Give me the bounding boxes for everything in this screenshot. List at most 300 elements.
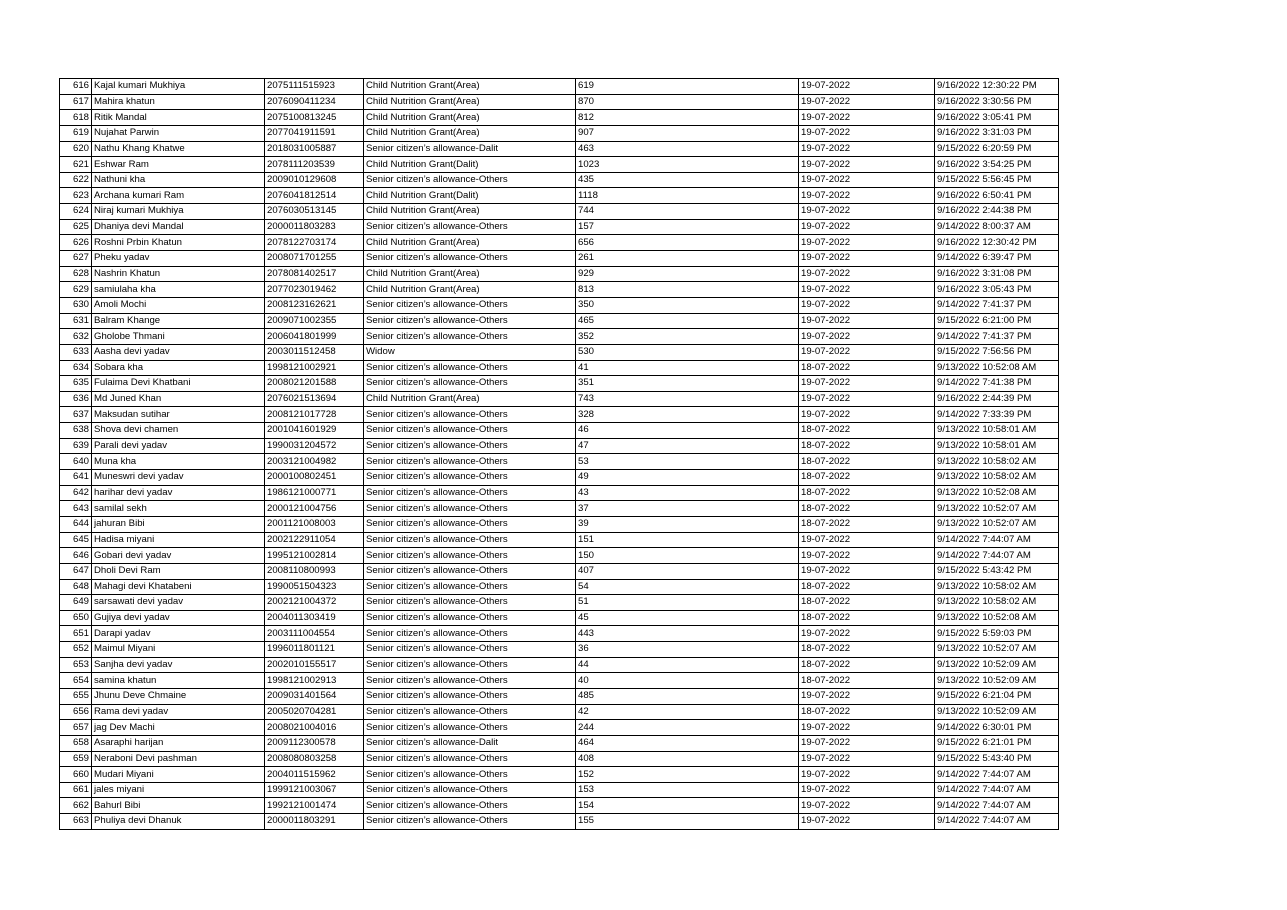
serial-number-cell: 646: [60, 548, 92, 564]
timestamp-cell: 9/13/2022 10:58:02 AM: [935, 454, 1059, 470]
allowance-type-cell: Senior citizen’s allowance-Others: [364, 767, 576, 783]
id-number-cell: 2077023019462: [265, 282, 364, 298]
name-cell: Maimul Miyani: [92, 642, 265, 658]
amount-cell: 153: [576, 782, 799, 798]
allowance-type-cell: Senior citizen’s allowance-Others: [364, 688, 576, 704]
id-number-cell: 2003011512458: [265, 344, 364, 360]
amount-cell: 813: [576, 282, 799, 298]
name-cell: Phuliya devi Dhanuk: [92, 814, 265, 830]
allowance-type-cell: Senior citizen’s allowance-Others: [364, 329, 576, 345]
timestamp-cell: 9/13/2022 10:52:09 AM: [935, 704, 1059, 720]
id-number-cell: 2076090411234: [265, 94, 364, 110]
date-cell: 19-07-2022: [799, 735, 935, 751]
table-row: [60, 548, 1059, 564]
serial-number-cell: 656: [60, 704, 92, 720]
timestamp-cell: 9/15/2022 7:56:56 PM: [935, 344, 1059, 360]
serial-number-cell: 653: [60, 657, 92, 673]
table-row: [60, 516, 1059, 532]
name-cell: sarsawati devi yadav: [92, 595, 265, 611]
allowance-type-cell: Senior citizen’s allowance-Others: [364, 251, 576, 267]
allowance-type-cell: Senior citizen’s allowance-Others: [364, 532, 576, 548]
table-row: [60, 704, 1059, 720]
table-row: [60, 563, 1059, 579]
serial-number-cell: 650: [60, 610, 92, 626]
table-row: [60, 376, 1059, 392]
date-cell: 18-07-2022: [799, 673, 935, 689]
allowance-type-cell: Senior citizen’s allowance-Others: [364, 798, 576, 814]
timestamp-cell: 9/13/2022 10:52:07 AM: [935, 516, 1059, 532]
timestamp-cell: 9/16/2022 3:05:43 PM: [935, 282, 1059, 298]
serial-number-cell: 618: [60, 110, 92, 126]
timestamp-cell: 9/14/2022 7:41:38 PM: [935, 376, 1059, 392]
id-number-cell: 2008123162621: [265, 297, 364, 313]
name-cell: Mahagi devi Khatabeni: [92, 579, 265, 595]
amount-cell: 408: [576, 751, 799, 767]
allowance-type-cell: Senior citizen’s allowance-Others: [364, 595, 576, 611]
timestamp-cell: 9/16/2022 3:30:56 PM: [935, 94, 1059, 110]
name-cell: Parali devi yadav: [92, 438, 265, 454]
name-cell: samina khatun: [92, 673, 265, 689]
table-row: [60, 720, 1059, 736]
table-row: [60, 423, 1059, 439]
name-cell: Mahira khatun: [92, 94, 265, 110]
serial-number-cell: 626: [60, 235, 92, 251]
table-row: [60, 125, 1059, 141]
allowance-type-cell: Child Nutrition Grant(Dalit): [364, 157, 576, 173]
timestamp-cell: 9/14/2022 8:00:37 AM: [935, 219, 1059, 235]
table-row: [60, 657, 1059, 673]
timestamp-cell: 9/14/2022 7:44:07 AM: [935, 548, 1059, 564]
amount-cell: 407: [576, 563, 799, 579]
timestamp-cell: 9/14/2022 7:41:37 PM: [935, 297, 1059, 313]
table-row: [60, 595, 1059, 611]
name-cell: Roshni Prbin Khatun: [92, 235, 265, 251]
timestamp-cell: 9/13/2022 10:52:09 AM: [935, 673, 1059, 689]
name-cell: Aasha devi yadav: [92, 344, 265, 360]
id-number-cell: 2009010129608: [265, 172, 364, 188]
table-row: [60, 626, 1059, 642]
amount-cell: 36: [576, 642, 799, 658]
date-cell: 19-07-2022: [799, 391, 935, 407]
serial-number-cell: 628: [60, 266, 92, 282]
id-number-cell: 2075111515923: [265, 79, 364, 95]
date-cell: 19-07-2022: [799, 407, 935, 423]
amount-cell: 53: [576, 454, 799, 470]
timestamp-cell: 9/13/2022 10:52:08 AM: [935, 610, 1059, 626]
name-cell: Neraboni Devi pashman: [92, 751, 265, 767]
amount-cell: 261: [576, 251, 799, 267]
timestamp-cell: 9/13/2022 10:58:01 AM: [935, 438, 1059, 454]
timestamp-cell: 9/16/2022 3:05:41 PM: [935, 110, 1059, 126]
table-row: [60, 172, 1059, 188]
timestamp-cell: 9/13/2022 10:52:07 AM: [935, 501, 1059, 517]
name-cell: Nashrin Khatun: [92, 266, 265, 282]
id-number-cell: 2000100802451: [265, 470, 364, 486]
id-number-cell: 1995121002814: [265, 548, 364, 564]
allowance-type-cell: Child Nutrition Grant(Area): [364, 94, 576, 110]
name-cell: Bahurl Bibi: [92, 798, 265, 814]
amount-cell: 929: [576, 266, 799, 282]
date-cell: 19-07-2022: [799, 110, 935, 126]
allowance-type-cell: Senior citizen’s allowance-Others: [364, 642, 576, 658]
date-cell: 19-07-2022: [799, 782, 935, 798]
date-cell: 18-07-2022: [799, 470, 935, 486]
serial-number-cell: 660: [60, 767, 92, 783]
serial-number-cell: 632: [60, 329, 92, 345]
timestamp-cell: 9/13/2022 10:58:02 AM: [935, 595, 1059, 611]
date-cell: 19-07-2022: [799, 563, 935, 579]
timestamp-cell: 9/14/2022 7:44:07 AM: [935, 798, 1059, 814]
amount-cell: 443: [576, 626, 799, 642]
id-number-cell: 2075100813245: [265, 110, 364, 126]
id-number-cell: 2078081402517: [265, 266, 364, 282]
name-cell: Rama devi yadav: [92, 704, 265, 720]
date-cell: 19-07-2022: [799, 626, 935, 642]
timestamp-cell: 9/14/2022 7:44:07 AM: [935, 814, 1059, 830]
name-cell: Gobari devi yadav: [92, 548, 265, 564]
date-cell: 18-07-2022: [799, 595, 935, 611]
date-cell: 19-07-2022: [799, 751, 935, 767]
allowance-type-cell: Senior citizen’s allowance-Others: [364, 485, 576, 501]
table-body: [60, 79, 1059, 830]
serial-number-cell: 621: [60, 157, 92, 173]
serial-number-cell: 659: [60, 751, 92, 767]
allowance-type-cell: Senior citizen’s allowance-Others: [364, 720, 576, 736]
allowance-type-cell: Widow: [364, 344, 576, 360]
id-number-cell: 1990051504323: [265, 579, 364, 595]
name-cell: Eshwar Ram: [92, 157, 265, 173]
beneficiary-table: [59, 78, 1059, 830]
allowance-type-cell: Child Nutrition Grant(Area): [364, 204, 576, 220]
table-row: [60, 110, 1059, 126]
amount-cell: 351: [576, 376, 799, 392]
name-cell: Hadisa miyani: [92, 532, 265, 548]
id-number-cell: 2008110800993: [265, 563, 364, 579]
serial-number-cell: 643: [60, 501, 92, 517]
name-cell: Mudari Miyani: [92, 767, 265, 783]
timestamp-cell: 9/15/2022 5:56:45 PM: [935, 172, 1059, 188]
date-cell: 18-07-2022: [799, 516, 935, 532]
serial-number-cell: 616: [60, 79, 92, 95]
timestamp-cell: 9/13/2022 10:52:09 AM: [935, 657, 1059, 673]
timestamp-cell: 9/16/2022 3:31:03 PM: [935, 125, 1059, 141]
id-number-cell: 2078122703174: [265, 235, 364, 251]
allowance-type-cell: Senior citizen’s allowance-Dalit: [364, 141, 576, 157]
timestamp-cell: 9/14/2022 7:33:39 PM: [935, 407, 1059, 423]
date-cell: 19-07-2022: [799, 344, 935, 360]
date-cell: 19-07-2022: [799, 329, 935, 345]
date-cell: 18-07-2022: [799, 610, 935, 626]
timestamp-cell: 9/15/2022 6:21:00 PM: [935, 313, 1059, 329]
amount-cell: 464: [576, 735, 799, 751]
name-cell: Gujiya devi yadav: [92, 610, 265, 626]
timestamp-cell: 9/13/2022 10:52:08 AM: [935, 485, 1059, 501]
table-row: [60, 157, 1059, 173]
serial-number-cell: 648: [60, 579, 92, 595]
amount-cell: 244: [576, 720, 799, 736]
serial-number-cell: 624: [60, 204, 92, 220]
name-cell: Muneswri devi yadav: [92, 470, 265, 486]
date-cell: 19-07-2022: [799, 282, 935, 298]
allowance-type-cell: Senior citizen’s allowance-Others: [364, 563, 576, 579]
serial-number-cell: 633: [60, 344, 92, 360]
serial-number-cell: 617: [60, 94, 92, 110]
serial-number-cell: 642: [60, 485, 92, 501]
amount-cell: 45: [576, 610, 799, 626]
amount-cell: 40: [576, 673, 799, 689]
serial-number-cell: 639: [60, 438, 92, 454]
table-row: [60, 188, 1059, 204]
id-number-cell: 1992121001474: [265, 798, 364, 814]
allowance-type-cell: Senior citizen’s allowance-Others: [364, 376, 576, 392]
table-row: [60, 470, 1059, 486]
amount-cell: 150: [576, 548, 799, 564]
serial-number-cell: 645: [60, 532, 92, 548]
allowance-type-cell: Senior citizen’s allowance-Others: [364, 657, 576, 673]
amount-cell: 151: [576, 532, 799, 548]
id-number-cell: 2000011803291: [265, 814, 364, 830]
id-number-cell: 2002122911054: [265, 532, 364, 548]
timestamp-cell: 9/16/2022 3:31:08 PM: [935, 266, 1059, 282]
timestamp-cell: 9/13/2022 10:52:07 AM: [935, 642, 1059, 658]
id-number-cell: 2009112300578: [265, 735, 364, 751]
allowance-type-cell: Senior citizen’s allowance-Others: [364, 579, 576, 595]
id-number-cell: 2008021004016: [265, 720, 364, 736]
id-number-cell: 2076030513145: [265, 204, 364, 220]
amount-cell: 907: [576, 125, 799, 141]
table-row: [60, 642, 1059, 658]
amount-cell: 485: [576, 688, 799, 704]
name-cell: samiulaha kha: [92, 282, 265, 298]
allowance-type-cell: Senior citizen’s allowance-Others: [364, 360, 576, 376]
date-cell: 19-07-2022: [799, 94, 935, 110]
timestamp-cell: 9/15/2022 5:43:42 PM: [935, 563, 1059, 579]
table-row: [60, 79, 1059, 95]
amount-cell: 743: [576, 391, 799, 407]
table-row: [60, 235, 1059, 251]
id-number-cell: 2008121017728: [265, 407, 364, 423]
table-row: [60, 782, 1059, 798]
allowance-type-cell: Senior citizen’s allowance-Others: [364, 626, 576, 642]
timestamp-cell: 9/13/2022 10:58:02 AM: [935, 579, 1059, 595]
date-cell: 18-07-2022: [799, 657, 935, 673]
date-cell: 19-07-2022: [799, 297, 935, 313]
serial-number-cell: 655: [60, 688, 92, 704]
name-cell: Nathuni kha: [92, 172, 265, 188]
id-number-cell: 2008080803258: [265, 751, 364, 767]
name-cell: Gholobe Thmani: [92, 329, 265, 345]
amount-cell: 37: [576, 501, 799, 517]
serial-number-cell: 620: [60, 141, 92, 157]
allowance-type-cell: Child Nutrition Grant(Dalit): [364, 188, 576, 204]
table-row: [60, 814, 1059, 830]
allowance-type-cell: Senior citizen’s allowance-Others: [364, 219, 576, 235]
table-row: [60, 610, 1059, 626]
id-number-cell: 1986121000771: [265, 485, 364, 501]
date-cell: 18-07-2022: [799, 642, 935, 658]
serial-number-cell: 649: [60, 595, 92, 611]
name-cell: harihar devi yadav: [92, 485, 265, 501]
amount-cell: 1118: [576, 188, 799, 204]
id-number-cell: 1999121003067: [265, 782, 364, 798]
allowance-type-cell: Senior citizen’s allowance-Others: [364, 423, 576, 439]
id-number-cell: 1996011801121: [265, 642, 364, 658]
date-cell: 19-07-2022: [799, 266, 935, 282]
id-number-cell: 2009031401564: [265, 688, 364, 704]
id-number-cell: 2002010155517: [265, 657, 364, 673]
name-cell: jales miyani: [92, 782, 265, 798]
serial-number-cell: 652: [60, 642, 92, 658]
name-cell: Muna kha: [92, 454, 265, 470]
date-cell: 18-07-2022: [799, 438, 935, 454]
serial-number-cell: 627: [60, 251, 92, 267]
amount-cell: 54: [576, 579, 799, 595]
allowance-type-cell: Child Nutrition Grant(Area): [364, 235, 576, 251]
serial-number-cell: 622: [60, 172, 92, 188]
name-cell: Sobara kha: [92, 360, 265, 376]
table-row: [60, 735, 1059, 751]
allowance-type-cell: Senior citizen’s allowance-Others: [364, 297, 576, 313]
amount-cell: 812: [576, 110, 799, 126]
date-cell: 19-07-2022: [799, 219, 935, 235]
name-cell: jahuran Bibi: [92, 516, 265, 532]
id-number-cell: 2000011803283: [265, 219, 364, 235]
id-number-cell: 2076041812514: [265, 188, 364, 204]
allowance-type-cell: Senior citizen’s allowance-Others: [364, 454, 576, 470]
id-number-cell: 2078111203539: [265, 157, 364, 173]
id-number-cell: 2003111004554: [265, 626, 364, 642]
serial-number-cell: 630: [60, 297, 92, 313]
id-number-cell: 2004011303419: [265, 610, 364, 626]
table-row: [60, 688, 1059, 704]
table-row: [60, 219, 1059, 235]
serial-number-cell: 625: [60, 219, 92, 235]
id-number-cell: 2005020704281: [265, 704, 364, 720]
timestamp-cell: 9/16/2022 3:54:25 PM: [935, 157, 1059, 173]
table-row: [60, 438, 1059, 454]
table-row: [60, 204, 1059, 220]
name-cell: Ritik Mandal: [92, 110, 265, 126]
allowance-type-cell: Senior citizen’s allowance-Others: [364, 501, 576, 517]
allowance-type-cell: Senior citizen’s allowance-Others: [364, 673, 576, 689]
timestamp-cell: 9/13/2022 10:52:08 AM: [935, 360, 1059, 376]
serial-number-cell: 657: [60, 720, 92, 736]
timestamp-cell: 9/13/2022 10:58:01 AM: [935, 423, 1059, 439]
amount-cell: 744: [576, 204, 799, 220]
name-cell: Jhunu Deve Chmaine: [92, 688, 265, 704]
id-number-cell: 2008021201588: [265, 376, 364, 392]
table-row: [60, 673, 1059, 689]
allowance-type-cell: Senior citizen’s allowance-Others: [364, 704, 576, 720]
table-row: [60, 454, 1059, 470]
timestamp-cell: 9/15/2022 6:21:04 PM: [935, 688, 1059, 704]
date-cell: 19-07-2022: [799, 157, 935, 173]
table-row: [60, 251, 1059, 267]
amount-cell: 152: [576, 767, 799, 783]
allowance-type-cell: Senior citizen’s allowance-Others: [364, 470, 576, 486]
id-number-cell: 2076021513694: [265, 391, 364, 407]
name-cell: Amoli Mochi: [92, 297, 265, 313]
date-cell: 19-07-2022: [799, 548, 935, 564]
allowance-type-cell: Child Nutrition Grant(Area): [364, 79, 576, 95]
timestamp-cell: 9/16/2022 12:30:22 PM: [935, 79, 1059, 95]
date-cell: 19-07-2022: [799, 188, 935, 204]
serial-number-cell: 640: [60, 454, 92, 470]
serial-number-cell: 662: [60, 798, 92, 814]
name-cell: Fulaima Devi Khatbani: [92, 376, 265, 392]
date-cell: 19-07-2022: [799, 798, 935, 814]
table-row: [60, 798, 1059, 814]
allowance-type-cell: Child Nutrition Grant(Area): [364, 110, 576, 126]
date-cell: 19-07-2022: [799, 767, 935, 783]
date-cell: 19-07-2022: [799, 313, 935, 329]
allowance-type-cell: Senior citizen’s allowance-Others: [364, 751, 576, 767]
id-number-cell: 2002121004372: [265, 595, 364, 611]
name-cell: Darapi yadav: [92, 626, 265, 642]
amount-cell: 465: [576, 313, 799, 329]
id-number-cell: 2009071002355: [265, 313, 364, 329]
amount-cell: 619: [576, 79, 799, 95]
amount-cell: 435: [576, 172, 799, 188]
serial-number-cell: 619: [60, 125, 92, 141]
date-cell: 19-07-2022: [799, 172, 935, 188]
name-cell: Pheku yadav: [92, 251, 265, 267]
allowance-type-cell: Senior citizen’s allowance-Others: [364, 407, 576, 423]
table-row: [60, 313, 1059, 329]
id-number-cell: 2077041911591: [265, 125, 364, 141]
date-cell: 19-07-2022: [799, 79, 935, 95]
serial-number-cell: 631: [60, 313, 92, 329]
amount-cell: 47: [576, 438, 799, 454]
amount-cell: 41: [576, 360, 799, 376]
name-cell: Sanjha devi yadav: [92, 657, 265, 673]
id-number-cell: 1998121002913: [265, 673, 364, 689]
date-cell: 19-07-2022: [799, 532, 935, 548]
serial-number-cell: 636: [60, 391, 92, 407]
table-row: [60, 767, 1059, 783]
allowance-type-cell: Senior citizen’s allowance-Others: [364, 313, 576, 329]
date-cell: 19-07-2022: [799, 814, 935, 830]
amount-cell: 350: [576, 297, 799, 313]
timestamp-cell: 9/14/2022 7:44:07 AM: [935, 532, 1059, 548]
table-row: [60, 297, 1059, 313]
amount-cell: 870: [576, 94, 799, 110]
amount-cell: 46: [576, 423, 799, 439]
allowance-type-cell: Senior citizen’s allowance-Others: [364, 610, 576, 626]
serial-number-cell: 634: [60, 360, 92, 376]
amount-cell: 1023: [576, 157, 799, 173]
serial-number-cell: 663: [60, 814, 92, 830]
allowance-type-cell: Child Nutrition Grant(Area): [364, 282, 576, 298]
date-cell: 19-07-2022: [799, 125, 935, 141]
amount-cell: 44: [576, 657, 799, 673]
table-row: [60, 532, 1059, 548]
timestamp-cell: 9/14/2022 6:39:47 PM: [935, 251, 1059, 267]
amount-cell: 42: [576, 704, 799, 720]
date-cell: 19-07-2022: [799, 204, 935, 220]
timestamp-cell: 9/14/2022 7:41:37 PM: [935, 329, 1059, 345]
date-cell: 19-07-2022: [799, 688, 935, 704]
name-cell: jag Dev Machi: [92, 720, 265, 736]
amount-cell: 155: [576, 814, 799, 830]
amount-cell: 39: [576, 516, 799, 532]
name-cell: Maksudan sutihar: [92, 407, 265, 423]
allowance-type-cell: Child Nutrition Grant(Area): [364, 125, 576, 141]
id-number-cell: 2001041601929: [265, 423, 364, 439]
amount-cell: 656: [576, 235, 799, 251]
timestamp-cell: 9/15/2022 5:43:40 PM: [935, 751, 1059, 767]
serial-number-cell: 638: [60, 423, 92, 439]
